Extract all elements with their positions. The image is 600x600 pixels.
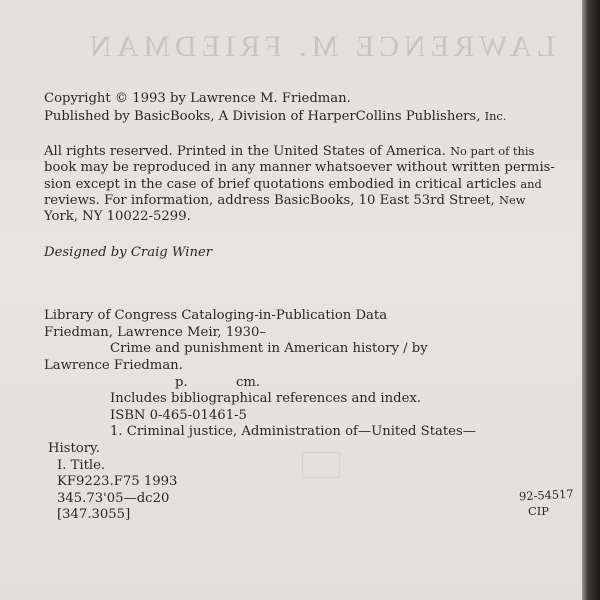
cip-subject-line-2: History. (48, 441, 100, 456)
show-through-publisher-logo (302, 452, 340, 478)
designer-credit: Designed by Craig Winer (44, 245, 213, 260)
cip-title-line-1: Crime and punishment in American history / by (110, 341, 428, 356)
cip-dewey: 345.73'05—dc20 (57, 491, 170, 506)
cip-author: Friedman, Lawrence Meir, 1930– (44, 325, 266, 340)
cip-isbn: ISBN 0-465-01461-5 (110, 408, 247, 423)
cip-title-entry: I. Title. (57, 458, 106, 473)
cip-lccn: 92-54517 (518, 486, 574, 504)
rights-line-5: York, NY 10022-5299. (44, 209, 191, 224)
cip-pages: p. (175, 375, 188, 390)
cip-dewey-alt: [347.3055] (57, 507, 131, 522)
cip-size: cm. (236, 375, 261, 390)
rights-line-2: book may be reproduced in any manner whatsoever without written permis- (44, 160, 555, 175)
publisher-line: Published by BasicBooks, A Division of HarperCollins Publishers, Inc. (44, 109, 507, 124)
show-through-title: LAWRENCE M. FRIEDMAN (84, 30, 556, 63)
cip-heading: Library of Congress Cataloging-in-Publication Data (44, 308, 388, 323)
copyright-line: Copyright © 1993 by Lawrence M. Friedman. (44, 91, 351, 106)
book-spine-edge (582, 0, 600, 600)
cip-includes: Includes bibliographical references and index. (110, 391, 422, 406)
cip-lc-class: KF9223.F75 1993 (57, 474, 178, 489)
cip-title-line-2: Lawrence Friedman. (44, 358, 183, 373)
cip-label: CIP (528, 504, 549, 518)
cip-subject-line-1: 1. Criminal justice, Administration of—United States— (110, 424, 476, 439)
rights-line-3: sion except in the case of brief quotations embodied in critical articles and (44, 177, 542, 192)
rights-line-4: reviews. For information, address BasicBooks, 10 East 53rd Street, New (44, 193, 526, 208)
rights-line-1: All rights reserved. Printed in the United States of America. No part of this (44, 144, 535, 159)
